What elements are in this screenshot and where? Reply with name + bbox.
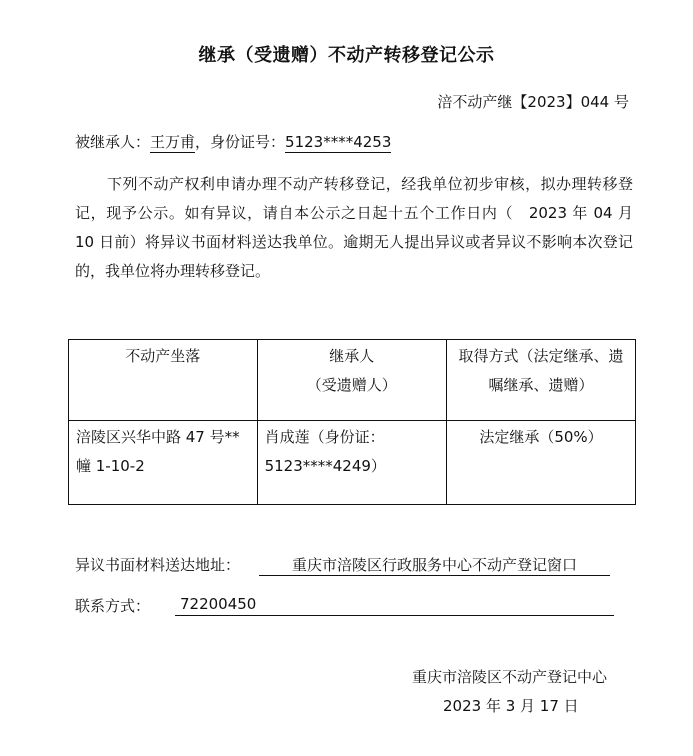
issuing-organization: 重庆市涪陵区不动产登记中心 (412, 668, 608, 686)
page-title: 继承（受遗赠）不动产转移登记公示 (198, 45, 495, 66)
decedent-name: 王万甫 (150, 133, 196, 151)
objection-address-value: 重庆市涪陵区行政服务中心不动产登记窗口 (259, 554, 610, 576)
header-heir-line1: 继承人 (329, 347, 375, 365)
contact-label: 联系方式： (75, 597, 151, 615)
cell-acquisition-method: 法定继承（50%） (447, 421, 636, 505)
cell-heir-line1: 肖成莲（身份证： (264, 428, 385, 446)
issue-date: 2023 年 3 月 17 日 (443, 697, 579, 715)
header-location: 不动产坐落 (69, 340, 258, 421)
header-heir-line2: （受遗赠人） (306, 376, 397, 394)
header-acquisition-method: 取得方式（法定继承、遗嘱继承、遗赠） (447, 340, 636, 421)
cell-heir-line2: 5123****4249） (264, 457, 386, 475)
table-row (69, 421, 636, 505)
header-heir (257, 340, 446, 421)
decedent-id-number: 5123****4253 (285, 133, 392, 151)
cell-location: 涪陵区兴华中路 47 号**幢 1-10-2 (69, 421, 258, 505)
table-header-row (69, 340, 636, 421)
objection-address-label: 异议书面材料送达地址： (75, 556, 241, 574)
notice-body-text: 下列不动产权利申请办理不动产转移登记，经我单位初步审核，拟办理转移登记，现予公示。如有异议，请自本公示之日起十五个工作日内（ 2023 年 04 月 10 日前）将异议书面材料送达我单位。逾期无人提出异议或者异议不影响本次登记的，我单位将办理转移登记。 (75, 175, 633, 280)
decedent-label: 被继承人： (75, 133, 151, 151)
property-table (68, 339, 636, 505)
cell-heir (257, 421, 446, 505)
contact-value: 72200450 (175, 595, 614, 616)
document-number: 涪不动产继【2023】044 号 (437, 93, 629, 111)
decedent-line (75, 131, 391, 152)
id-number-label: ，身份证号： (195, 133, 286, 151)
